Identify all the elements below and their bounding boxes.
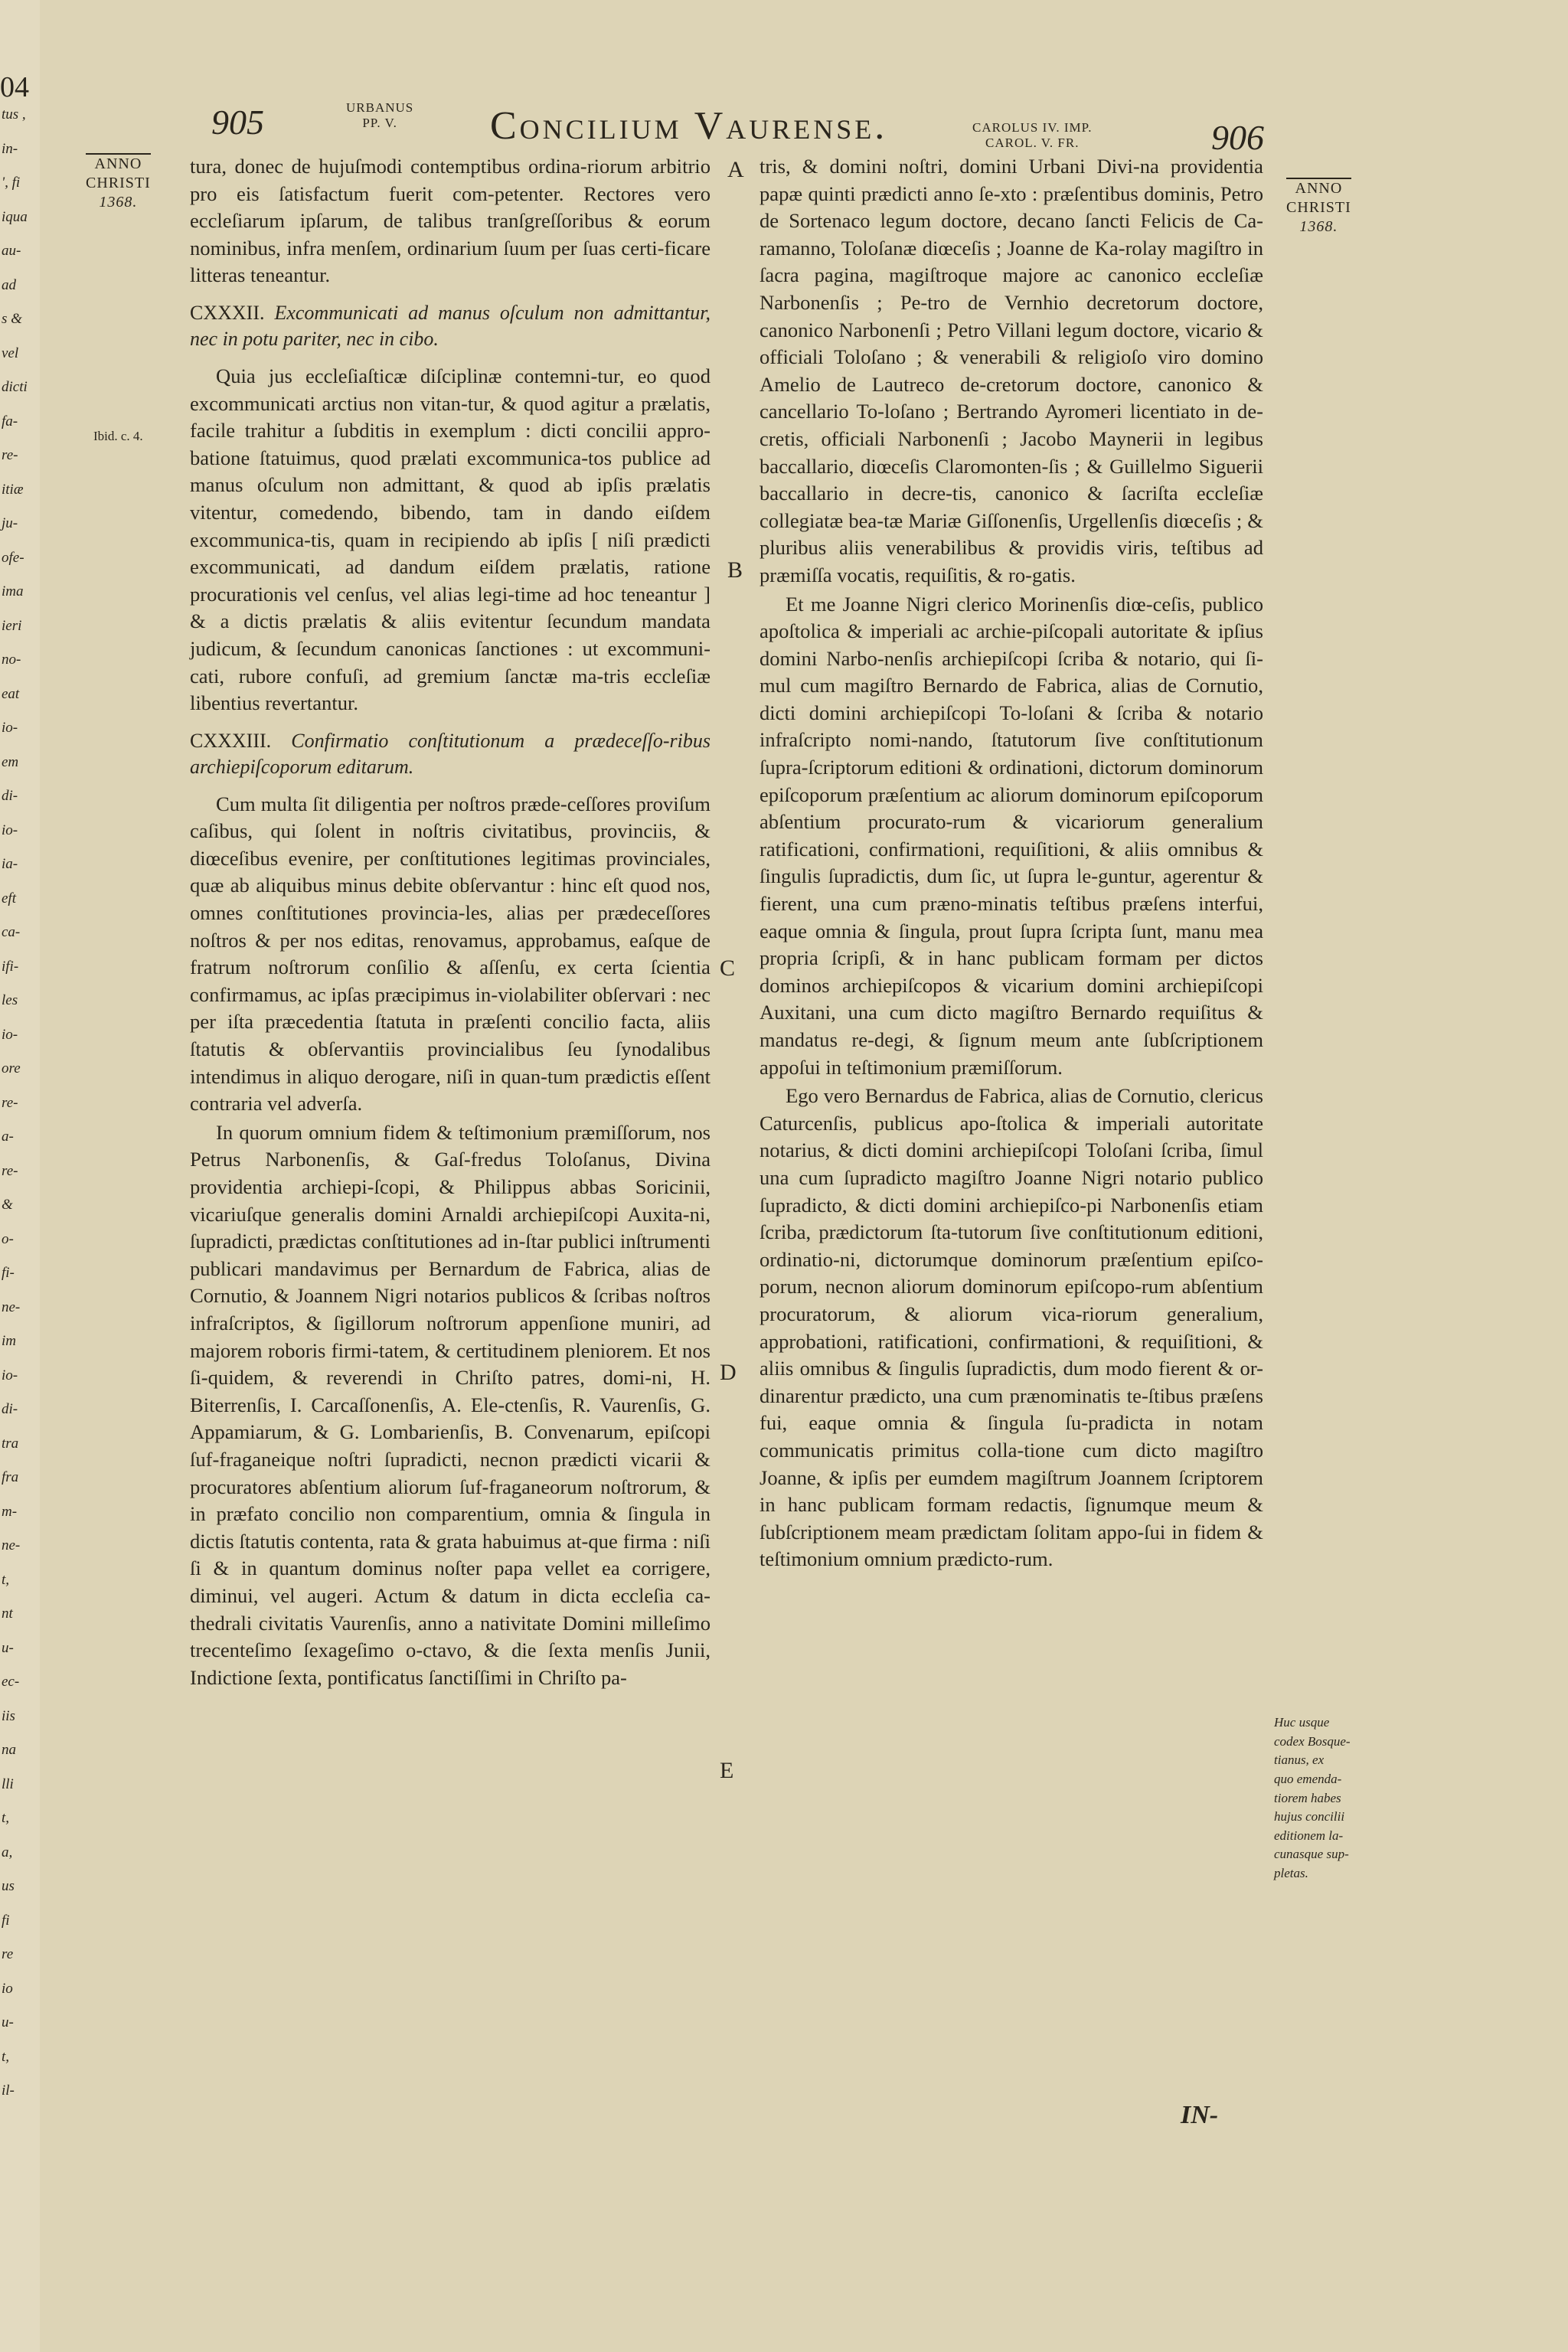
section-title: Confirmatio conſtitutionum a prædeceſſo-ribus archiepiſcoporum editarum. [190, 729, 711, 778]
margin-note-line: quo emenda- [1274, 1771, 1342, 1786]
running-head-line: URBANUS [346, 100, 414, 115]
facing-page-fragment: ore [2, 1060, 21, 1076]
facing-page-fragment: in- [2, 140, 18, 157]
facing-page-fragment: fra [2, 1469, 19, 1485]
facing-page-fragment: ieri [2, 617, 22, 634]
right-text-column [760, 153, 1263, 1575]
section-letter: C [720, 956, 736, 981]
running-header [40, 96, 1568, 157]
facing-page-fragment: io- [2, 720, 18, 736]
facing-page-fragment: re [2, 1946, 14, 1962]
facing-page-fragment: dicti [2, 379, 28, 395]
facing-page-fragment: lli [2, 1775, 14, 1792]
paragraph: In quorum omnium fidem & teſtimonium præmiſſorum, nos Petrus Narbonenſis, & Gaſ-fredus Toloſanus, Divina providentia archiepi-ſcopi, & Philippus abbas Soricinii, vicariuſque generalis domini Arnaldi archiepiſcopi Auxita-ni, ſupradicti, prædictas conſtitutiones ad in-ſtar publici inſtrumenti publicari mandavimus per Bernardum de Fabrica, alias de Cornutio, & Joannem Nigri notarios publicos & ſcribas noſtros infraſcriptos, & ſigillorum noſtrorum appenſione muniri, ad majorem roboris firmi-tatem, & certitudinem pleniorem. Et nos ſi-quidem, & reverendi in Chriſto patres, domi-ni, H. Biterrenſis, I. Carcaſſonenſis, A. Ele-ctenſis, R. Vaurenſis, G. Appamiarum, & G. Lombarienſis, B. Convenarum, epiſcopi ſuf-fraganeique noſtri ſupradicti, necnon prædicti vicarii & procuratores abſentium aliorum ſuf-fraganeorum noſtrorum, & in præfato concilio non comparentium, omnia & ſingula in dictis ſtatutis contenta, rata & grata habuimus at-que firma : niſi ſi & in quantum dominus noſter papa vellet ea corrigere, diminui, vel augeri. Actum & datum in dicta eccleſia ca-thedrali civitatis Vaurenſis, anno a nativitate Domini milleſimo trecenteſimo ſexageſimo o-ctavo, & die ſexta menſis Junii, Indictione ſexta, pontificatus ſanctiſſimi in Chriſto pa- [190, 1120, 710, 1689]
margin-note-line: tianus, ex [1274, 1753, 1325, 1768]
facing-page-fragment: ca- [2, 924, 21, 940]
paragraph: tris, & domini noſtri, domini Urbani Divi-na providentia papæ quinti prædicti anno ſe-xto : præſentibus dominis, Petro de Sortenaco legum doctore, decano ſancti Felicis de Ca-ramanno, Toloſanæ diœceſis ; Joanne de Ka-rolay magiſtro in ſacra pagina, magiſtroque majore ac canonico eccleſiæ Narbonenſis ; Pe-tro de Vernhio decretorum doctore, canonico Narbonenſi ; Petro Villani legum doctore, vicario & officiali Toloſano ; & venerabili & religioſo viro domino Amelio de Lautreco de-cretorum doctore, canonico & cancellario To-loſano ; Bertrando Ayromeri licentiato in de-cretis, officiali Narbonenſi ; Jacobo Maynerii in legibus baccallario, diœceſis Claromonten-ſis ; & Guillelmo Siguerii baccallario in decre-tis, canonico & ſacriſta eccleſiæ collegiatæ bea-tæ Mariæ Giſſonenſis, Urgellenſis diœceſis ; & pluribus aliis venerabilibus & providis viris, teſtibus ad præmiſſa vocatis, requiſitis, & ro-gatis. [760, 155, 1263, 586]
facing-page-fragment: fi- [2, 1265, 15, 1281]
section-title: Excommunicati ad manus oſculum non admittantur, nec in potu pariter, nec in cibo. [190, 301, 710, 350]
facing-page-fragment: il- [2, 2082, 15, 2099]
facing-page-fragment: re- [2, 1094, 18, 1111]
year-line: CHRISTI [86, 175, 151, 191]
section-letter: E [720, 1758, 734, 1783]
facing-page-fragment: eat [2, 685, 20, 702]
facing-page-fragment: eft [2, 890, 16, 906]
section-number: CXXXII. [190, 301, 265, 324]
facing-page-fragment: ima [2, 583, 24, 599]
facing-page-fragment: les [2, 992, 18, 1008]
facing-page-fragment: ec- [2, 1674, 20, 1690]
right-page-number: 906 [1211, 118, 1264, 157]
right-year-note [1286, 178, 1351, 237]
facing-page-fragment: ne- [2, 1298, 21, 1315]
facing-page-fragment: re- [2, 447, 18, 463]
facing-page-fragment: fa- [2, 413, 18, 430]
facing-page-fragment: t, [2, 2048, 10, 2065]
facing-page-fragment: ne- [2, 1537, 21, 1553]
paragraph: tura, donec de hujuſmodi contemptibus ordina-riorum arbitrio pro eis ſatisfactum fuerit com-petenter. Rectores vero eccleſiarum ipſarum, de talibus tranſgreſſoribus & eorum nominibus, infra menſem, ordinarium ſuum per ſuas certi-ficare litteras teneantur. [190, 155, 710, 287]
facing-page-fragment: u- [2, 1639, 14, 1656]
running-head-line: CAROLUS IV. IMP. [972, 120, 1093, 135]
section-letter: D [720, 1360, 737, 1385]
facing-page-fragment: nt [2, 1606, 13, 1622]
facing-page-fragment: a, [2, 1844, 13, 1860]
margin-note-line: cunasque sup- [1274, 1847, 1349, 1862]
left-year-note [86, 153, 151, 212]
facing-page-fragment: iqua [2, 208, 28, 225]
book-page [40, 0, 1568, 2352]
facing-page-fragment: s & [2, 311, 22, 327]
margin-note-line: editionem la- [1274, 1828, 1344, 1843]
paragraph: Cum multa ſit diligentia per noſtros præde-ceſſores proviſum caſibus, qui ſolent in noſtris civitatibus, provinciis, & diœceſibus evenire, per conſtitutiones legitimas provinciales, quæ ab aliquibus minus debite obſervantur : hinc eſt quod nos, omnes conſtitutiones provincia-les, alias per prædeceſſores noſtros & per nos editas, renovamus, approbamus, eaſque de fratrum noſtrorum conſilio & aſſenſu, ex certa ſcientia confirmamus, ac ipſas præcipimus in-violabiliter obſervari : nec per iſta præcedentia ſtatuta in præſenti concilio facta, aliis ſtatutis & obſervantiis provincialibus ſeu ſynodalibus intendimus in aliquo derogare, niſi in quan-tum prædictis eſſent contraria vel adverſa. [190, 792, 710, 1116]
facing-page-fragment: fi [2, 1912, 10, 1929]
facing-page-fragment: vel [2, 345, 19, 361]
margin-note-line: Huc usque [1274, 1715, 1330, 1730]
paragraph: Et me Joanne Nigri clerico Morinenſis diœ-ceſis, publico apoſtolica & imperiali ac archie-piſcopali autoritate & ipſius domini Narbo-nenſis archiepiſcopi ſcriba & notario, qui ſi-mul cum magiſtro Bernardo de Fabrica, alias de Cornutio, dicti domini archiepiſcopi To-loſani & ſcriba & notario infraſcripto nomi-nando, ſtatutorum ſive conſtitutionum ſupra-ſcriptorum editioni & ordinationi, dictorum dominorum epiſcoporum præſentium ac aliorum dominorum epiſcoporum abſentium procurato-rum & vicariorum generalium ratificationi, confirmationi, requiſitioni, & aliis omnibus & ſingulis ſupradictis, dum ſic, ut ſupra le-guntur, agerentur & fierent, una cum præno-minatis teſtibus præſens interfui, eaque omnia & ſingula, prout ſupra ſcripta ſunt, manu mea propria ſcripſi, & in hanc publicam formam per dictos dominos archiepiſcopos & vicarium domini archiepiſcopi Auxitani, una cum dicto magiſtro Bernardo requiſitus & mandatus re-degi, & ſignum meum ante ſubſcriptionem appoſui in teſtimonium præmiſſorum. [760, 592, 1263, 1079]
facing-page-fragment: no- [2, 652, 21, 668]
facing-page-fragment: io- [2, 1367, 18, 1383]
margin-note [1274, 1713, 1404, 1883]
year-line: 1368. [1299, 218, 1338, 235]
facing-page-fragment: di- [2, 1401, 18, 1417]
facing-page-fragment: m- [2, 1503, 18, 1520]
facing-page-fragment: io- [2, 1026, 18, 1043]
facing-page-fragment: ad [2, 276, 16, 293]
section-letter: B [727, 557, 743, 583]
paragraph: Ego vero Bernardus de Fabrica, alias de Cornutio, clericus Caturcenſis, publicus apo-ſtolica & imperiali autoritate notarius, & dicti domini archiepiſcopi Toloſani ſcriba, ſimul una cum ſupradicto magiſtro Joanne Nigri notario publico ſupradicto, & dicti domini archiepiſco-pi Narbonenſis etiam ſcriba, prædictorum ſta-tutorum ſive conſtitutionum editioni, ordinatio-ni, dictorumque dominorum præſentium epiſco-porum, necnon aliorum dominorum epiſcopo-rum abſentium procuratorum, & aliorum vica-riorum generalium, approbationi, ratificationi, confirmationi, & requiſitioni, & aliis omnibus & ſingulis ſupradictis, dum modo fierent & or-dinarentur prædicto, una cum prænominatis te-ſtibus præſens fui, eaque omnia & ſingula ſu-pradicta in notam communicatis primitus colla-tione cum dicto magiſtro Joanne, & ipſis per eumdem magiſtrum Joannem ſcriptorem in hanc publicam formam redactis, ſignumque meum & ſubſcriptionem meam prædictam ſolitam appo-ſui in fidem & teſtimonium omnium prædicto-rum. [760, 1084, 1263, 1571]
facing-page-fragment: ', fi [2, 175, 21, 191]
facing-page-fragment: ia- [2, 856, 18, 872]
margin-note-line: hujus concilii [1274, 1809, 1345, 1824]
right-running-head [972, 120, 1092, 150]
facing-page-fragment: na [2, 1742, 16, 1758]
facing-page-fragment: tus , [2, 106, 26, 122]
facing-page-fragment: di- [2, 788, 18, 804]
facing-page-fragment: o- [2, 1230, 14, 1247]
catchword: IN- [1181, 2101, 1219, 2129]
facing-page-fragment: t, [2, 1571, 10, 1588]
facing-page-fragment: t, [2, 1810, 10, 1826]
facing-page-edge [0, 0, 41, 2352]
facing-page-fragment: u- [2, 2014, 14, 2030]
running-head-line: PP. V. [362, 115, 397, 130]
section-letter: A [727, 157, 744, 182]
facing-page-fragment: ifi- [2, 958, 19, 975]
margin-note-line: codex Bosque- [1274, 1733, 1351, 1749]
facing-page-fragment: au- [2, 243, 21, 259]
margin-note-line: pletas. [1274, 1866, 1308, 1881]
left-page-number: 905 [211, 103, 264, 142]
facing-page-fragment: a- [2, 1129, 14, 1145]
facing-page-fragment: itiæ [2, 481, 24, 498]
facing-page-fragment: tra [2, 1435, 19, 1452]
facing-page-fragment: io- [2, 822, 18, 838]
facing-page-fragment: ju- [2, 515, 18, 531]
facing-page-fragment: & [2, 1197, 13, 1213]
facing-page-fragment: em [2, 753, 19, 770]
year-line: ANNO [86, 153, 151, 174]
year-line: CHRISTI [1286, 199, 1351, 216]
facing-page-fragment: ofe- [2, 549, 24, 566]
section-heading [190, 300, 710, 352]
year-line: 1368. [99, 194, 138, 211]
section-number: CXXXIII. [190, 729, 272, 752]
page-title: Concilium Vaurense. [490, 104, 888, 148]
left-running-head [346, 100, 413, 130]
margin-reference: Ibid. c. 4. [93, 429, 143, 443]
facing-page-fragment: im [2, 1333, 16, 1349]
facing-page-fragment: us [2, 1878, 15, 1894]
left-text-column [190, 153, 710, 1693]
facing-page-number: 04 [0, 71, 29, 103]
facing-page-fragment: iis [2, 1707, 15, 1724]
paragraph: Quia jus eccleſiaſticæ diſciplinæ contemni-tur, eo quod excommunicati arctius non vitan-tur, & quod agitur a prælatis, facile trahitur a ſubditis in exemplum : dicti concilii appro-batione ſtatuimus, quod prælati excommunica-tos publice ad manus oſculum non admittant, & quod ab ipſis prælatis vitentur, comedendo, bibendo, tam in dando eiſdem excommunica-tis, quam in recipiendo ab ipſis [ niſi prædicti excommunicati, ad dandum eiſdem prælatis, ratione procurationis vel cenſus, vel alias legi-time ad hoc teneantur ] & a dictis prælatis & aliis evitentur ſecundum mandata judicum, & ſecundum canonicas ſanctiones : ut excommuni-cati, rubore confuſi, ad gremium ſanctæ ma-tris eccleſiæ libentius revertantur. [190, 364, 710, 715]
year-line: ANNO [1286, 178, 1351, 198]
facing-page-fragment: io [2, 1980, 13, 1997]
margin-note-line: tiorem habes [1274, 1790, 1341, 1805]
section-heading [190, 728, 710, 780]
running-head-line: CAROL. V. FR. [985, 135, 1080, 150]
facing-page-fragment: re- [2, 1162, 18, 1179]
